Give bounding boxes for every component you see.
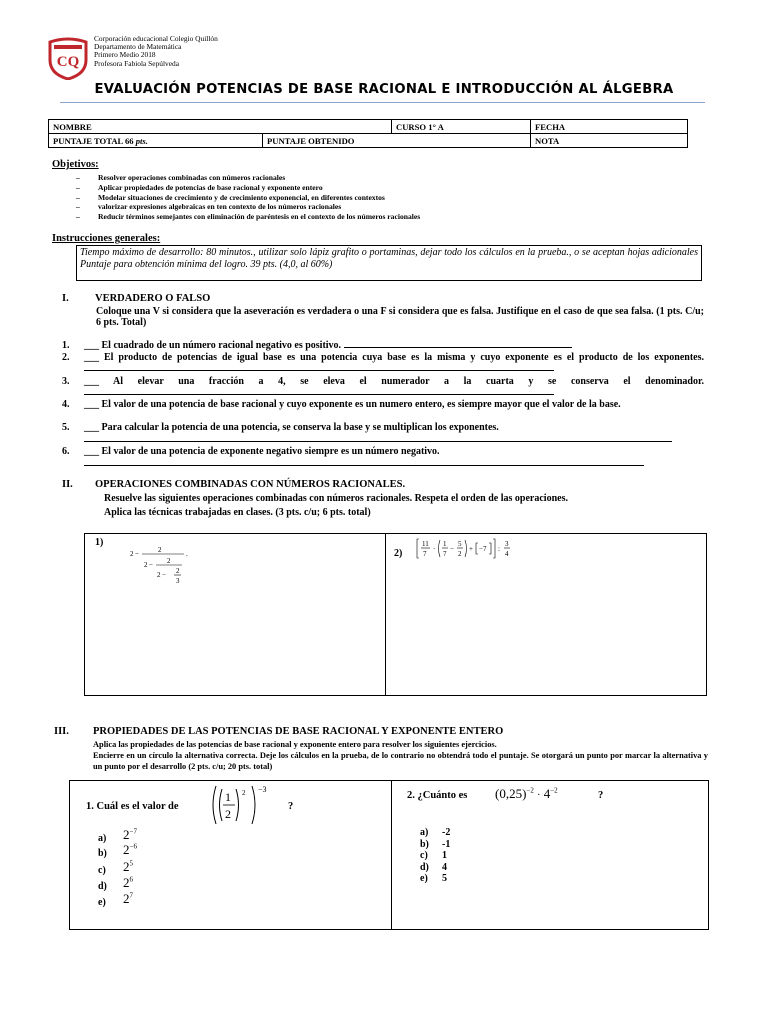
option-letter[interactable]: a): [98, 833, 107, 844]
q2-question-mark: ?: [598, 790, 604, 801]
vf-num: 3.: [62, 376, 70, 387]
page-title: EVALUACIÓN POTENCIAS DE BASE RACIONAL E INTRODUCCIÓN AL ÁLGEBRA: [94, 82, 674, 97]
cf-term: 2: [176, 567, 180, 575]
svg-text:.: .: [186, 550, 188, 558]
section-3-number: III.: [54, 726, 69, 737]
q2-options: [420, 827, 450, 885]
vf-item-4[interactable]: ___ El valor de una potencia de base racional y cuyo exponente es un numero entero, es siempre mayor que el valor de la base.: [84, 399, 621, 410]
section-3-title: PROPIEDADES DE LAS POTENCIAS DE BASE RACIONAL Y EXPONENTE ENTERO: [93, 726, 504, 737]
q1-label: 1. Cuál es el valor de: [86, 801, 179, 812]
option-letter[interactable]: d): [98, 881, 107, 892]
question-box-2[interactable]: [391, 780, 709, 930]
objetivos-list: [76, 173, 420, 222]
vf-item-1[interactable]: ___ El cuadrado de un número racional negativo es positivo.: [84, 340, 704, 351]
option-letter[interactable]: c): [98, 865, 106, 876]
vf-item-3[interactable]: ___ Al elevar una fracción a 4, se eleva el numerador a la cuarta y se conserva el denominador.: [84, 376, 704, 398]
option-row[interactable]: b) -1: [420, 838, 451, 850]
exercise-box-1[interactable]: [84, 533, 386, 696]
list-item: – Reducir términos semejantes con eliminación de paréntesis en el contexto de los números racionales: [76, 212, 421, 222]
section-1-number: I.: [62, 293, 69, 304]
cf-term: 2: [130, 550, 134, 558]
list-item: – valorizar expresiones algebraicas en ten contexto de los números racionales: [76, 202, 342, 212]
school-line: Corporación educacional Colegio Quillón: [94, 34, 218, 43]
section-3-instruction-1: Aplica las propiedades de las potencias de base racional y exponente entero para resolver los siguientes ejercicios.: [93, 740, 497, 749]
svg-text:5: 5: [458, 540, 462, 548]
option-letter[interactable]: b): [98, 848, 107, 859]
option-row[interactable]: e) 5: [420, 873, 447, 884]
svg-text:7: 7: [423, 550, 427, 558]
section-1-title: VERDADERO O FALSO: [95, 293, 211, 304]
option-value[interactable]: $2^{-6}$: [123, 842, 137, 857]
svg-text:11: 11: [422, 540, 429, 548]
vf-item-6[interactable]: ___ El valor de una potencia de exponente negativo siempre es un número negativo.: [84, 446, 440, 457]
list-item: – Aplicar propiedades de potencias de base racional y exponente entero: [76, 182, 323, 192]
cf-term: 2: [144, 561, 148, 569]
svg-text::: :: [498, 545, 500, 553]
option-letter[interactable]: e): [98, 897, 106, 908]
section-2-instruction-2: Aplica las técnicas trabajadas en clases. (3 pts. c/u; 6 pts. total): [104, 507, 371, 518]
svg-text:1: 1: [225, 790, 231, 804]
svg-text:2: 2: [225, 807, 231, 821]
vf-num: 2.: [62, 352, 70, 363]
student-info-table: [48, 119, 688, 148]
exercise-box-2[interactable]: [385, 533, 707, 696]
cf-term: 3: [176, 577, 180, 585]
cf-term: 2: [167, 557, 171, 565]
list-item: – Modelar situaciones de crecimiento y de crecimiento exponencial, en diferentes contextos: [76, 192, 385, 202]
q1-question-mark: ?: [288, 801, 294, 812]
svg-text:−: −: [135, 550, 139, 558]
puntaje-total-field: PUNTAJE TOTAL 66 pts.: [49, 134, 263, 148]
nombre-field[interactable]: NOMBRE: [49, 120, 392, 134]
q1-expression: [210, 783, 300, 832]
list-item: – Resolver operaciones combinadas con números racionales: [76, 173, 286, 182]
svg-text:1: 1: [443, 540, 447, 548]
puntaje-obtenido-field[interactable]: PUNTAJE OBTENIDO: [263, 134, 531, 148]
instrucciones-heading: Instrucciones generales:: [52, 233, 161, 244]
q2-expression: $(0,25)^{-2} \cdot 4^{-2}$: [495, 786, 558, 801]
section-3-instruction-2: Encierre en un círculo la alternativa correcta. Deje los cálculos en la prueba, de lo contrario no obtendrá todo el puntaje. Se otorgará un punto por marcar la alternativa y un punto por el desarrollo (2 pts. c/u; 20 pts. total): [93, 751, 708, 771]
option-value[interactable]: $2^{-7}$: [123, 827, 137, 842]
question-box-1[interactable]: [69, 780, 392, 930]
vf-num: 4.: [62, 399, 70, 410]
curso-field: CURSO 1° A: [392, 120, 531, 134]
bracket-expression: [416, 537, 556, 566]
answer-line[interactable]: [84, 441, 672, 442]
svg-text:−: −: [450, 545, 454, 553]
fecha-field[interactable]: FECHA: [531, 120, 688, 134]
instrucciones-box: Tiempo máximo de desarrollo: 80 minutos., utilizar solo lápiz grafito o portaminas, dejar todo los cálculos en la prueba., o se aceptan hojas adicionales Puntaje para obtención mínima del logro. 39 pts. (4,0, al 60%): [76, 245, 702, 281]
svg-text:−: −: [162, 571, 166, 579]
svg-text:−: −: [149, 561, 153, 569]
q2-label: 2. ¿Cuánto es: [407, 790, 468, 801]
exercise-label: 1): [95, 537, 104, 548]
option-value[interactable]: $2^5$: [123, 859, 133, 874]
logo-text: CQ: [56, 54, 80, 70]
option-value[interactable]: $2^7$: [123, 891, 133, 906]
option-value[interactable]: $2^6$: [123, 875, 133, 890]
vf-item-2[interactable]: ___ El producto de potencias de igual base es una potencia cuya base es la misma y cuyo exponente es el producto de los exponentes.: [84, 352, 704, 374]
vf-num: 1.: [62, 340, 70, 351]
answer-line[interactable]: [84, 465, 644, 466]
school-line: Primero Medio 2018: [94, 50, 156, 60]
school-info: [94, 35, 218, 68]
title-divider: [60, 102, 705, 103]
svg-text:+: +: [469, 545, 473, 553]
option-row[interactable]: d) 4: [420, 861, 447, 873]
section-2-number: II.: [62, 479, 73, 490]
section-2-title: OPERACIONES COMBINADAS CON NÚMEROS RACIONALES.: [95, 479, 406, 490]
vf-num: 5.: [62, 422, 70, 433]
school-logo: [46, 36, 90, 80]
objetivos-heading: Objetivos:: [52, 159, 99, 170]
svg-text:2: 2: [242, 789, 246, 797]
exercise-label: 2): [394, 548, 403, 559]
nota-field[interactable]: NOTA: [531, 134, 688, 148]
continued-fraction: [129, 542, 209, 594]
cf-term: 2: [158, 546, 162, 554]
option-row[interactable]: c) 1: [420, 850, 447, 861]
vf-num: 6.: [62, 446, 70, 457]
school-line: Departamento de Matemática: [94, 42, 182, 52]
svg-text:·: ·: [433, 545, 436, 553]
cf-term: 2: [157, 571, 161, 579]
vf-item-5[interactable]: ___ Para calcular la potencia de una potencia, se conserva la base y se multiplican los exponentes.: [84, 422, 499, 433]
svg-text:7: 7: [443, 550, 447, 558]
svg-text:−7: −7: [479, 545, 487, 553]
svg-text:2: 2: [458, 550, 462, 558]
school-line: Profesora Fabiola Sepúlveda: [94, 58, 179, 68]
svg-text:4: 4: [505, 550, 509, 558]
section-1-instruction: Coloque una V si considera que la aseveración es verdadera o una F si considera que es falsa. Justifique en el caso de que sea falsa. (1 pts. C/u; 6 pts. Total): [96, 306, 704, 328]
svg-text:3: 3: [505, 540, 509, 548]
svg-text:−3: −3: [258, 785, 267, 794]
section-2-instruction-1: Resuelve las siguientes operaciones combinadas con números racionales. Respeta el orden de las operaciones.: [104, 493, 568, 504]
option-row[interactable]: a) -2: [420, 827, 451, 838]
